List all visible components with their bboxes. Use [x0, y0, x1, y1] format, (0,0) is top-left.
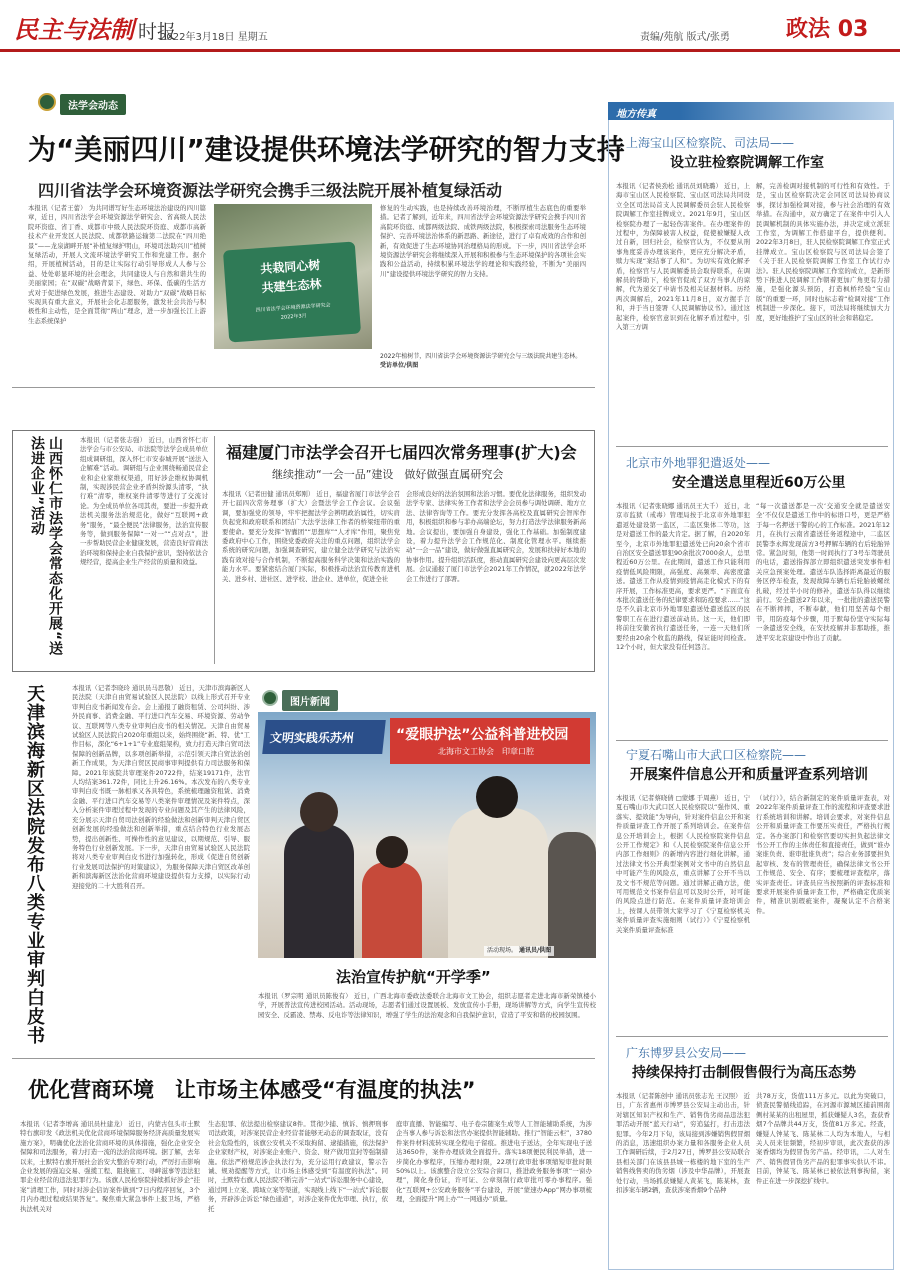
region-s1-head: 上海宝山区检察院、司法局—— [626, 136, 795, 150]
photo-sign-board [223, 242, 361, 343]
lead-title: 为“美丽四川”建设提供环境法学研究的智力支持 [28, 133, 625, 166]
photo-person-left [284, 824, 354, 958]
yingshang-body-col3: 庭审直播、智能编写、电子卷宗随案生成等人工智能辅助系统，为涉企当事人参与诉讼和法官办案提供智能辅助。推行“智能云柜”，3780件案件材料流转实现全程电子留痕。推进电子送达，全年实现电子送达3650件，案件办理质效全面提升。落实18项便民利民举措，进一步简化办事程序，压缩办理时限，22项行政审批事项缩短审批时限50%以上。该旗整合设立公安综合窗口，推进政务服务事项“一窗办理”，简化身份证，许可证、公章刻制行政审批可零办事程序。强化“互联网+公安政务服务”平台建设，开展“蒙速办App”网办事项梳理，全面提升“网上办”“一网通办”质量。 [396, 1120, 592, 1204]
photonews-caption: 活动现场。 通讯员/供图 [484, 946, 554, 956]
banner-bottom-text: 北海市文工协会 印章口腔 [438, 747, 534, 756]
region-div3 [616, 1036, 888, 1037]
photonews-title: 法治宣传护航“开学季” [336, 968, 491, 986]
lead-photo [214, 204, 372, 349]
photonews-tag-icon [262, 690, 278, 706]
tianjin-vertical-title: 天津滨海新区法院发布八类专业审判白皮书 [24, 684, 45, 1045]
tianjin-body: 本报讯（记者李晓玲 通讯员马思敬） 近日，天津市滨海新区人民法院（天津自由贸易试验区人民法院）以线上形式召开专业审判白皮书新闻发布会。会上通报了融资租赁、公司纠纷、涉外民商事、消费金融、平行进口汽车交易、环境资源、劳动争议、互联网等八类专业审判白皮书的相关情况。天津自由贸易试验区人民法院自2020年重组以来，始终围绕“新、特、优”工作目标，深化“6+1+1”专业庭组架构，致力打造天津自贸司法保障的创新品牌，以多项创新举措，示范引领天津自贸法治创新工作成果，为天津自贸区民商事审判提供有力司法服务和保障。2021年该院共审理案件20722件，结案19171件，法官人均结案361.72件，同比上升26.16%。本次发布的八类专业审判白皮书既一脉相承又各具特色，系统梳理融资租赁、消费金融、平行进口汽车交易等八类案件审理情况及案件特点，深入分析案件审理过程中发现的专业问题及其产生的法律风险，充分展示天津自贸司法创新的经验做法和创新审判天津自贸区创新发展的经验做法和创新举措，重点结合特色行业发展态势，提出创新性、可操作性的意见建议，以期规范、引导、服务特色行业创新发展。下一步，天津自由贸易试验区人民法院将对八类专业审判白皮书进行加强转化，形成《促进自贸创新行业发展司法保护的对策建议》，为服务保障天津自贸区改革创新和滨海新区法治化营商环境建设提供有力支撑，以实际行动迎接党的二十大胜利召开。 [72, 684, 250, 890]
region-s4-head: 广东博罗县公安局—— [626, 1046, 747, 1060]
lead-subtitle: 四川省法学会环境资源法学研究会携手三级法院开展补植复绿活动 [38, 181, 503, 200]
lead-tag-icon [38, 93, 56, 111]
lead-photo-caption: 2022年植树节，四川省法学会环境资源法学研究会与三级法院共建生态林。 受访单位/供图 [380, 353, 582, 369]
yingshang-title: 优化营商环境 让市场主体感受“有温度的执法” [28, 1078, 476, 1102]
photo-banner-right [390, 718, 590, 764]
photo-person-right [548, 832, 596, 958]
xiamen-body-col1: 本报讯（记者田健 通讯员郑刚） 近日，福建省厦门市法学会召开七届四次常务理事（扩大）会暨法学会工作会议。会议强调，要加强党的领导，牢牢把握法学会辨明政治属性，切实肩负起党和政府联系和团结广大法学法律工作者的桥梁纽带的重要使命。要充分发挥“智囊团”“思想库”“人才库”作用，聚焦党委政府中心工作，围绕党委政府关注的重点问题，组织法学会系统的研究问题，加强调查研究，建立健全法学研究与法治实践有效对接与合作机制，不断提高服务科学决策和法治实践的能力水平。要紧密结合厦门实际，积极推动法治宣传教育进机关、进乡村、进社区、进学校、进企业、进单位，促进全社 [222, 490, 400, 583]
mid-divider [214, 436, 215, 664]
region-s3-head: 宁夏石嘴山市大武口区检察院—— [626, 748, 807, 762]
masthead: 民主与法制 时报 [14, 15, 177, 44]
shanxi-body: 本报讯（记者张志强） 近日，山西省怀仁市法学会与市公安局、市法院等法学会成员单位组成调研组，深入怀仁市安泰城开展“送法入企解难”活动。调研组与企业围绕畅通民营企业和企业家维权渠道，用好涉企维权协调机制，实现涉民营企业矛盾纠纷源头清零，“执行难”清零，维权案件清零等进行了交流讨论。为全成员单位各司其责，要进一步提升政法机关服务法治规范化，做好“互联网+政务”服务，“最全便民”法律服务，法治宣传服务等，做到服务保障“一对一”“点对点”，进一步帮助民营企业健康发展，营造良好营商法治环境和保持企业自我保护意识，坚持依法合规经营，提高企业生产经营的质量和效益。 [80, 436, 208, 567]
photonews-photo [258, 712, 596, 958]
editors-line: 责编/苑航 版式/张勇 [640, 32, 730, 43]
photo-sign-line1: 共栽同心树 [259, 257, 321, 277]
xiamen-body-col2: 会形成良好的法治氛围和法治习惯。要优化法律服务，组织发动法学专家、法律实务工作者和法学会会员参与调处调研、地方立法、法律咨询等工作。要充分发挥各高校及直属研究会智库作用，积极组织和参与菲办高端论坛，努力打造法学法律服务新高地。会议提出，要加强自身建设，强化工作基础。加强制度建设，着力提升法学会工作规范化、制度化管理水平。继续推动“一会一品”建设，做好做强直属研究会，发展和扶持好本地的协事作用。提升组织活跃度，推动直属研究会建设向更高层次发展。会议通报了厦门市法学会2021年工作情况，就2022年法学会工作进行了部署。 [406, 490, 586, 583]
region-s4-title: 持续保持打击制假售假行为高压态势 [632, 1065, 856, 1081]
lead-tag: 法学会动态 [60, 94, 126, 115]
photo-banner-left [262, 720, 386, 754]
region-s3-title: 开展案件信息公开和质量评查系列培训 [630, 767, 868, 783]
photo-sign-date: 2022年3月 [280, 313, 307, 321]
region-tag [608, 102, 894, 120]
region-s2-col1: 本报讯（记者张晓娜 通讯员王大千） 近日，北京市监狱（戒毒）管理局按于北京市外地罪犯遣返处建设第一监区，二监区集体二等功，这是对遣送工作的最大肯定。据了解，自2020年至今，北京市外地罪犯遣送处已向20余个省市自治区安全遣送罪犯90余批次7000余人，总里程近60万公里。在此期间，遣送工作只能利用疫情低风险期限，高强度、高频率、高密度遣送。遣送工作从疫情到疫情高走化模式下的有序开展，工作标准更高，要求更严。“下面宣布本批次遣送任务的纪律要求和防疫要求……”这是不久前北京市外地罪犯遣送处遣送监区的民警职工在在进行遣送前动员。这一天，他们即将前往安徽省执行遣送任务，一连一天他们所要经由20余个收监的路线，保证能时间检查。12个小时，但大家没有任何怨言。 [616, 502, 750, 652]
photo-person-middle-head [376, 836, 408, 868]
region-s3-col2: （试行）》，结合新制定的案件质量评查表，对2022年案件质量评查工作的流程和评查要求进行系统培训和讲解。培训会要求，对案件信息公开和质量评查工作要压实责任，严格执行规定。各办案部门和检察官要切实担负起法律文书公开工作的主体责任和直接责任，做到“谁办案谁负责、谁审批谁负责”；综合业务部要担负起审核、发布的管理责任，确保法律文书公开工作规范、安全、有序；要梳理评查程序，落实评查责任。评查员应当按照新的评查标准和要求开展案件质量评查工作，严格确定优质案件，精准识别瑕疵案件，凝聚认定不合格案件。 [756, 794, 890, 915]
photo-person-left-head [300, 792, 338, 832]
banner-right-text: “爱眼护法”公益科普进校园 [396, 727, 569, 743]
lead-body-col1: 本报讯（记者王蕾） 为共同谱写好生态环境法治建设的四川篇章，近日，四川省法学会环境资源法学研究会、省高级人民法院环资庭、省丁香、成都市中级人民法院环资庭、成都市高新技术产业开发区人民法院、成都铁路运输第二法院在“四川绝景”——龙泉湖畔开展“补植复绿护明山，环境司法助兴川”植树复绿活动，开展人文流环境法学研究工作和党建工作。据介绍，开展植树活动，目的是让实际行动引导形成人人参与公益、处处彰显环境的社会理念，共同建设人与自然和谐共生的美丽家园；在“双碳”战略背景下，绿色、环保、低碳的生活方式对于促进绿色发展，推进生态建设、对助力“双碳”战略目标实现具有重大意义，开展社会化志愿服务，激发社会共治与积极性和主动性，是全面贯彻“两山”理念，进一步加强长江上游生态系统保护 [28, 204, 206, 325]
region-s3-col1: 本报讯（记者蔡晓倩 □蒙娜 于周燕） 近日，宁夏石嘴山市大武口区人民检察院以“强作风、重落实、提效能”为导向，针对案件信息公开和案件质量评查工作开展了系列培训会。在案件信息公开培训会上，根据《人民检察院案件信息公开工作规定》和《人民检察院案件信息公开内部工作细则》的新增内容进行细化讲解，通过法律文书公开典型案例对文书中的自然信息中可能产生的风险点，重点讲解了公开不当以及文书不规范等问题。通过讲解正确方法，使可用规范文书案件信息可以及时公开，对可能的风险点进行防范。在案件质量评查培训会上，按课人员带领大家学习了《宁夏检察机关案件质量评查实施细则（试行）》《宁夏检察机关案件质量评查标准 [616, 794, 750, 934]
shanxi-vertical-title: 山西怀仁市法学会常态化开展“送法进企业”活动 [29, 436, 63, 657]
photo-volunteer [448, 808, 548, 958]
lead-caption-credit: 受访单位/供图 [380, 362, 419, 369]
issue-date: 2022年3月18日 星期五 [160, 32, 268, 43]
xiamen-subtitle: 继续推动“一会一品”建设 做好做强直属研究会 [272, 468, 504, 481]
region-s2-head: 北京市外地罪犯遣返处—— [626, 456, 771, 470]
region-s2-title: 安全遣送息里程近60万公里 [672, 475, 846, 491]
xiamen-title: 福建厦门市法学会召开七届四次常务理事(扩大)会 [226, 443, 577, 462]
region-s2-col2: “每一次遣送都是一次‘交通安全就是遣送安全’不仅仅是遣送工作中的标语口号，更是严格于每一名押送干警的心的工作标准。2021年12月，在执行云南省遣送任务返程途中，二监区民警李永辉发现前方3号押解车辆的右后轮胎异常。紧急时刻，他第一时间执行了3号车驾驶员的电话，遣送指挥部立即组织遣送突发事件相关应急预案处理。遣送车队选择距离最近的服务区停车检查，发现故障车辆右后轮胎被螺丝扎破，经过半小时的修补，遣送车队得以继续前行。安全遣送27年以来，一批批的遣送民警在不断摔摔，不断奉献，他们用坚苦每个细节，用防疫每个步骤，用于默每份坚守实际每一条遣送安全线，在安扶疫解并非那助推，推进平安北京建设中作出了贡献。 [756, 502, 890, 642]
photo-sign-small: 四川省法学会环境资源法学研究会 [255, 302, 331, 314]
region-s4-col1: 本报讯（记者陈创中 通讯员张志光 王汉照） 近日，广东省惠州市博罗县公安局主动出击，针对辖区知识产权和生产、销售伪劣商品违法犯罪活动开展“蓝天行动”，穷追猛打，打击违法犯罪。今年2月下旬，该局接到涉嫌销售假冒烟的消息，迅速组织办案力量和各服务企业人员工作调研后续，于2月27日，博罗县公安局联合县相关部门在该县县城一栋楼的地下室的生产销售线售卖的伪劣烟（涉及中华品牌），开展查处行动，当场抓获嫌疑人黄某飞，陈某林，查扣涉案车辆2辆，查获涉案香烟9个品种 [616, 1092, 750, 1195]
region-s1-col1: 本报讯（记者侯劲松 通讯员刘晓璐） 近日，上海市宝山区人民检察院、宝山区司法局共同设立全区司法局首支人民调解委员会驻人民检察院调解工作室挂牌成立。2021年9月，宝山区检察院办理了一起轻伤害案件。在办理案件的过程中，为保障被害人权益，促使被嫌疑人改过自新，回归社会，检察官认为，不仅要从刑事角度妥善办理该案件，更应充分解决矛盾，赎力实现“案结事了人和”。为切实有效化解矛盾，检察官与人民调解委员会取得联系，在调解员的帮助下，检察官促成了双方当事人的谅解，代为递交了申请书及相关证据材料。历经两次调解后，2021年11月8日，双方握手言和，并于当日签署《人民调解协议书》。通过这起案件，检察官意识到在化解矛盾过程中，引入第三方调 [616, 182, 750, 332]
page-number: 03 [837, 17, 869, 42]
section-name: 政法 03 [786, 17, 869, 42]
yingshang-body-col2: 生态犯罪、依法提出检察建议8件。贯彻少捕、慎诉、慎押刑事司法政策，对涉案民营企业经营者能够无动态的调查取证，没有社会危险性的，该旗公安机关不采取拘留、逮捕措施，依法保护企业家财产权，对涉案企业账户、资金、财产做用宣封等强制措施。依法严格规范涉企执法行为，充分运用行政建议，警示告诫、规劝提醒等方式，让市场主体感受到“有温度的执法”。同时，土默特右旗人民法院不断完善“一站式”诉讼服务中心建设，通过网上立案、跨域立案等渠道，实现线上线下“一站式”诉讼服务，开辟涉企诉讼“绿色通道”，对涉企案件优先审理、执行，依托 [208, 1120, 388, 1213]
photonews-tag: 图片新闻 [282, 690, 338, 711]
region-s1-title: 设立驻检察院调解工作室 [670, 155, 824, 171]
banner-left-text: 文明实践乐苏州 [269, 731, 355, 745]
masthead-suffix: 时报 [138, 21, 177, 43]
photo-volunteer-head [476, 776, 518, 818]
region-s4-col2: 共78万支，货值111万多元。以此为突破口，侦查民警循线追踪，在河源市源城区捕前围南侧村某某的出租屋里，抓获嫌疑人3名，查获香烟7个品牌共44万支，货值81万多元。经查，嫌疑人钟某飞、陈某林二人均为本地人，与相关人员来往频繁，经初步审讯，此次查获的涉案香烟均为假冒伪劣产品。经审讯，二人对生产、销售假冒伪劣产品的犯罪事实供认不讳。目前，钟某飞、陈某林已被依法刑事拘留，案件正在进一步深挖扩线中。 [756, 1092, 890, 1185]
photonews-caption-credit: 通讯员/供图 [518, 947, 552, 954]
region-div1 [616, 446, 888, 447]
yingshang-body-col1: 本报讯（记者李增高 通讯员杜建龙） 近日，内蒙古包头市土默特右旗印发《政法机关优化营商环境保障服务经济高质量发展实施方案》，明确优化法治化营商环境的具体措施，强化企业安全保障和司法服务，着力打造一流的法治营商环境。据了解，去年以来，土默特右旗开展社会治安大整治专项行动，严厉打击影响企业发展的强迫交易、强揽工程、阻挠施工、寻衅滋事等违法犯罪企业经营的违法犯罪行为。该旗人民检察院持续抓好涉企“挂案”清理工作，同时对涉企信访案件做到“7日内程序回复，3个月内办理过程或结果答复”。聚焦重大紧急事件上报卫场，严格执法机关对 [20, 1120, 200, 1213]
region-s1-col2: 解，完善检调对接机制的可行性和有效性。于是，宝山区检察院决定会同区司法局协商议事，探讨加强检调对接，参与社会治理的有效举措。在沟通中，双方确定了在案件中引入人民调解机制的具体实施办法，并决定成立派驻工作室，为调解工作搭建平台，提供便利。2022年3月8日，驻人民检察院调解工作室正式挂牌成立。宝山区检察院与区司法局会签了《关于驻人民检察院调解工作室工作试行办法》。驻人民检察院调解工作室的成立，是新形势下推进人民调解工作朝着更加广角更有力措施，是强化源头预防，打造枫桥经验“宝山版”的重要一环，同时也标志着“检调对接”工作机制进一步深化。接下，司法局将继续加大力度，更好地推护了宝山区的社会和谐稳定。 [756, 182, 890, 322]
region-tag-text: 地方传真 [616, 109, 656, 120]
lead-body-col2: 修复的生动实践，也是持续改善环境治理，不断厚植生态底色的重要举措。记者了解到，近年来，四川省法学会环境资源法学研究会携手四川省高院环资庭、成都两级法院、成铁两级法院，积极探索司法服务生态环境保护、完善环境法治体系的新思路、新途径，进行了卓有成效的合作和创新，有效促进了生态环境协同治理格局的形成。下一步，四川省法学会环境资源法学研究会将继续深入开展和积极参与生态环境保护的各项社会实践和公益活动，持续积累环境法学的理论和实践经验，不断为“美丽四川”建设提供环境法学研究的智力支持。 [380, 204, 586, 278]
photo-sign-line2: 共建生态林 [261, 276, 322, 296]
photonews-body: 本报讯（罗宗明 通讯员陈俊有） 近日，广西北海市委政法委联合北海市文工协会，组织志愿者走进北海市新荣镇楼小学，开展普法宣传进校园活动。活动现场，志愿者们通过设置展板、发放宣传小手册，现场讲解等方式，向学生宣传校园安全、反霸凌、禁毒、反电诈等法律知识，增强了学生的法治观念和自我保护意识，营造了平安和谐的校园氛围。 [258, 992, 596, 1019]
bottom-divider [12, 1058, 595, 1059]
region-div2 [616, 740, 888, 741]
photo-person-middle [362, 862, 422, 958]
